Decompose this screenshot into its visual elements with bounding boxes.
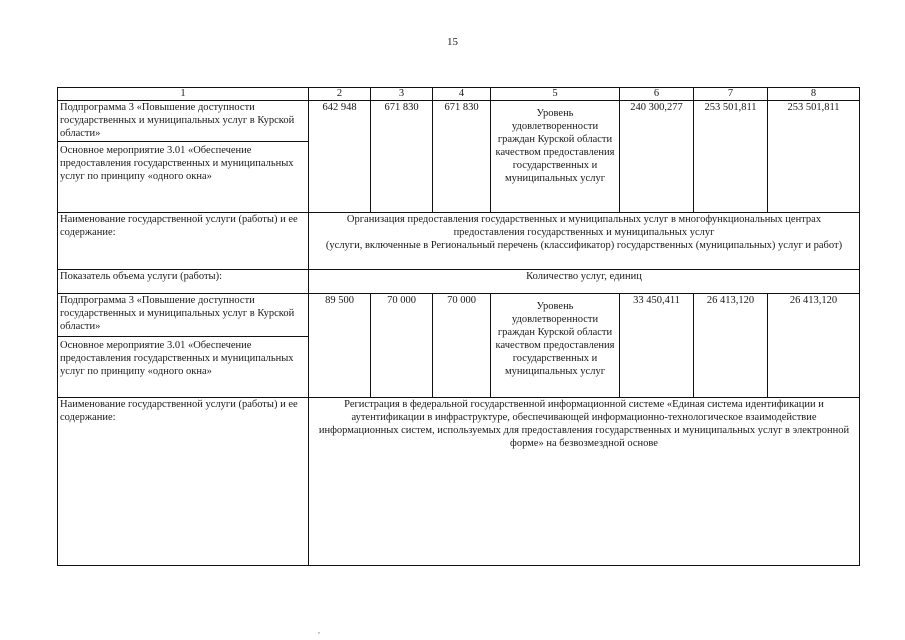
subprogram-cell-1	[58, 101, 309, 213]
value-cell-8: 26 413,120	[768, 294, 860, 398]
value-cell-8: 253 501,811	[768, 101, 860, 213]
scan-mark: ,	[318, 626, 320, 635]
indicator-text: Уровень удовлетворенности граждан Курской области качеством предоставления государственных и муниципальных услуг	[495, 301, 615, 377]
value-cell-2: 642 948	[309, 101, 371, 213]
subprogram-cell-2	[58, 294, 309, 398]
column-header-2: 2	[309, 88, 371, 101]
value-cell-4: 671 830	[433, 101, 491, 213]
program-table	[57, 87, 860, 566]
indicator-cell	[491, 101, 620, 213]
column-header-6: 6	[620, 88, 694, 101]
value-cell-6: 33 450,411	[620, 294, 694, 398]
main-measure-title: Основное мероприятие 3.01 «Обеспечение предоставления государственных и муниципальных услуг по принципу «одного окна»	[60, 340, 294, 377]
column-header-3: 3	[371, 88, 433, 101]
volume-label: Показатель объема услуги (работы):	[58, 270, 309, 294]
column-header-1: 1	[58, 88, 309, 101]
column-header-7: 7	[694, 88, 768, 101]
value-cell-7: 253 501,811	[694, 101, 768, 213]
service-description-line-1: Организация предоставления государственных и муниципальных услуг в многофункциональных центрах предоставления государственных и муниципальных услуг	[346, 214, 822, 238]
column-header-5: 5	[491, 88, 620, 101]
service-label: Наименование государственной услуги (работы) и ее содержание:	[58, 213, 309, 270]
service-row-2	[58, 398, 860, 566]
page-number: 15	[447, 36, 458, 48]
column-number-row	[58, 88, 860, 101]
value-cell-4: 70 000	[433, 294, 491, 398]
subprogram-row-1	[58, 101, 860, 213]
subprogram-row-2	[58, 294, 860, 398]
column-header-8: 8	[768, 88, 860, 101]
service-label: Наименование государственной услуги (работы) и ее содержание:	[58, 398, 309, 566]
service-row-1	[58, 213, 860, 270]
volume-row	[58, 270, 860, 294]
main-measure-title: Основное мероприятие 3.01 «Обеспечение предоставления государственных и муниципальных услуг по принципу «одного окна»	[60, 145, 294, 182]
value-cell-7: 26 413,120	[694, 294, 768, 398]
service-description-cell	[309, 213, 860, 270]
service-description-cell: Регистрация в федеральной государственной информационной системе «Единая система идентификации и аутентификации в инфраструктуре, обеспечивающей информационно-технологическое взаимодействие информационных систем, используемых для предоставления государственных и муниципальных услуг в электронной форме» на безвозмездной основе	[309, 398, 860, 566]
volume-value: Количество услуг, единиц	[309, 270, 860, 294]
service-description-line-2: (услуги, включенные в Региональный перечень (классификатор) государственных (муниципальных) услуг и работ)	[325, 240, 843, 251]
value-cell-3: 671 830	[371, 101, 433, 213]
value-cell-3: 70 000	[371, 294, 433, 398]
indicator-text: Уровень удовлетворенности граждан Курской области качеством предоставления государственных и муниципальных услуг	[495, 108, 615, 184]
indicator-cell	[491, 294, 620, 398]
subprogram-title: Подпрограмма 3 «Повышение доступности государственных и муниципальных услуг в Курской области»	[58, 294, 308, 337]
value-cell-6: 240 300,277	[620, 101, 694, 213]
subprogram-title: Подпрограмма 3 «Повышение доступности государственных и муниципальных услуг в Курской области»	[58, 101, 308, 142]
column-header-4: 4	[433, 88, 491, 101]
value-cell-2: 89 500	[309, 294, 371, 398]
